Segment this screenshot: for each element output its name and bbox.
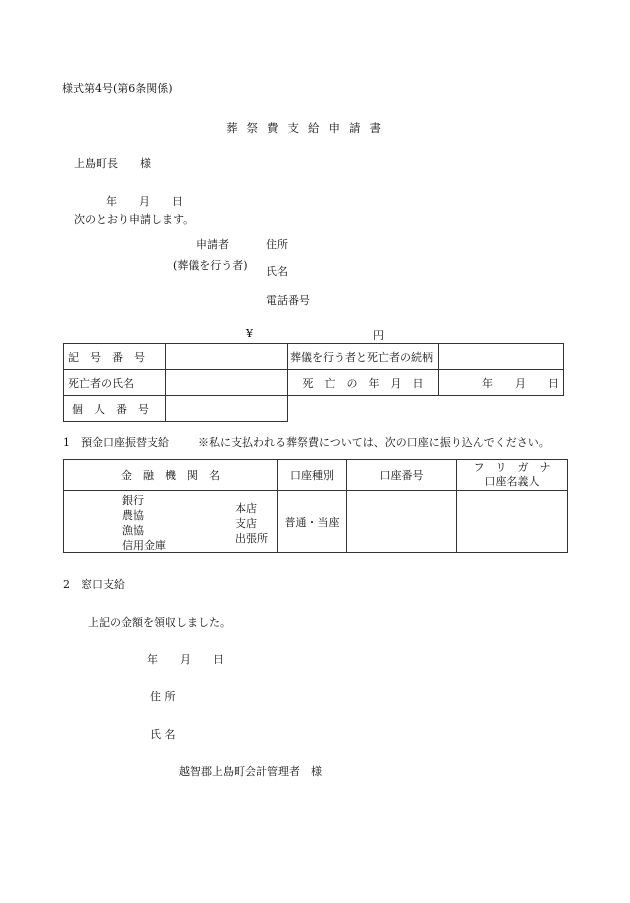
record-number-field[interactable] [166, 344, 288, 370]
holder-label: 口座名義人 [484, 475, 540, 488]
holder-field[interactable] [457, 491, 568, 553]
applicant-name-label: 氏名 [266, 265, 288, 278]
institution-type-list [122, 493, 166, 553]
account-type-header: 口座種別 [278, 460, 347, 491]
applicant-sub-label: (葬儀を行う者) [173, 259, 248, 272]
deceased-name-field[interactable] [166, 370, 288, 396]
personal-number-label: 個 人 番 号 [64, 396, 166, 422]
institution-header: 金 融 機 関 名 [64, 460, 278, 491]
deceased-name-label: 死亡者の氏名 [64, 370, 166, 396]
receipt-address-label: 住 所 [150, 690, 176, 703]
receipt-name-label: 氏 名 [150, 728, 176, 741]
page-title: 葬祭費支給申請書 [226, 121, 390, 135]
death-date-label: 死 亡 の 年 月 日 [288, 370, 439, 396]
receipt-text: 上記の金額を領収しました。 [88, 616, 231, 629]
receipt-date: 年 月 日 [147, 653, 224, 666]
holder-header [457, 460, 568, 491]
section2-heading: 2 窓口支給 [63, 578, 125, 591]
section1-note: ※私に支払われる葬祭費については、次の口座に振り込んでください。 [198, 436, 550, 449]
applicant-phone-label: 電話番号 [266, 294, 310, 307]
relation-field[interactable] [439, 344, 564, 370]
account-type-field[interactable]: 普通・当座 [278, 491, 347, 553]
intro-text: 次のとおり申請します。 [74, 213, 195, 226]
institution-field[interactable] [64, 491, 278, 553]
amount-yen-symbol: ¥ [246, 327, 253, 340]
institution-type: 信用金庫 [122, 539, 166, 552]
institution-type: 銀行 [122, 494, 144, 507]
branch-type-list [235, 501, 268, 546]
furigana-label: フ リ ガ ナ [473, 461, 551, 474]
treasurer-addressee: 越智郡上島町会計管理者 様 [179, 765, 322, 778]
amount-unit: 円 [373, 329, 384, 342]
branch-type: 本店 [235, 502, 257, 515]
bank-table [63, 459, 568, 553]
death-date-field[interactable]: 年 月 日 [439, 370, 564, 396]
addressee: 上島町長 様 [74, 157, 151, 170]
record-number-label: 記 号 番 号 [64, 344, 166, 370]
applicant-label: 申請者 [196, 238, 229, 251]
account-number-header: 口座番号 [347, 460, 457, 491]
branch-type: 支店 [235, 517, 257, 530]
application-date: 年 月 日 [106, 195, 183, 208]
applicant-address-label: 住所 [266, 238, 288, 251]
personal-number-field[interactable] [166, 396, 288, 422]
relation-label: 葬儀を行う者と死亡者の続柄 [288, 344, 439, 370]
info-table [63, 343, 564, 422]
institution-type: 漁協 [122, 524, 144, 537]
branch-type: 出張所 [235, 532, 268, 545]
section1-heading: 1 預金口座振替支給 [63, 436, 169, 449]
account-number-field[interactable] [347, 491, 457, 553]
institution-type: 農協 [122, 509, 144, 522]
form-number: 様式第4号(第6条関係) [62, 82, 173, 95]
